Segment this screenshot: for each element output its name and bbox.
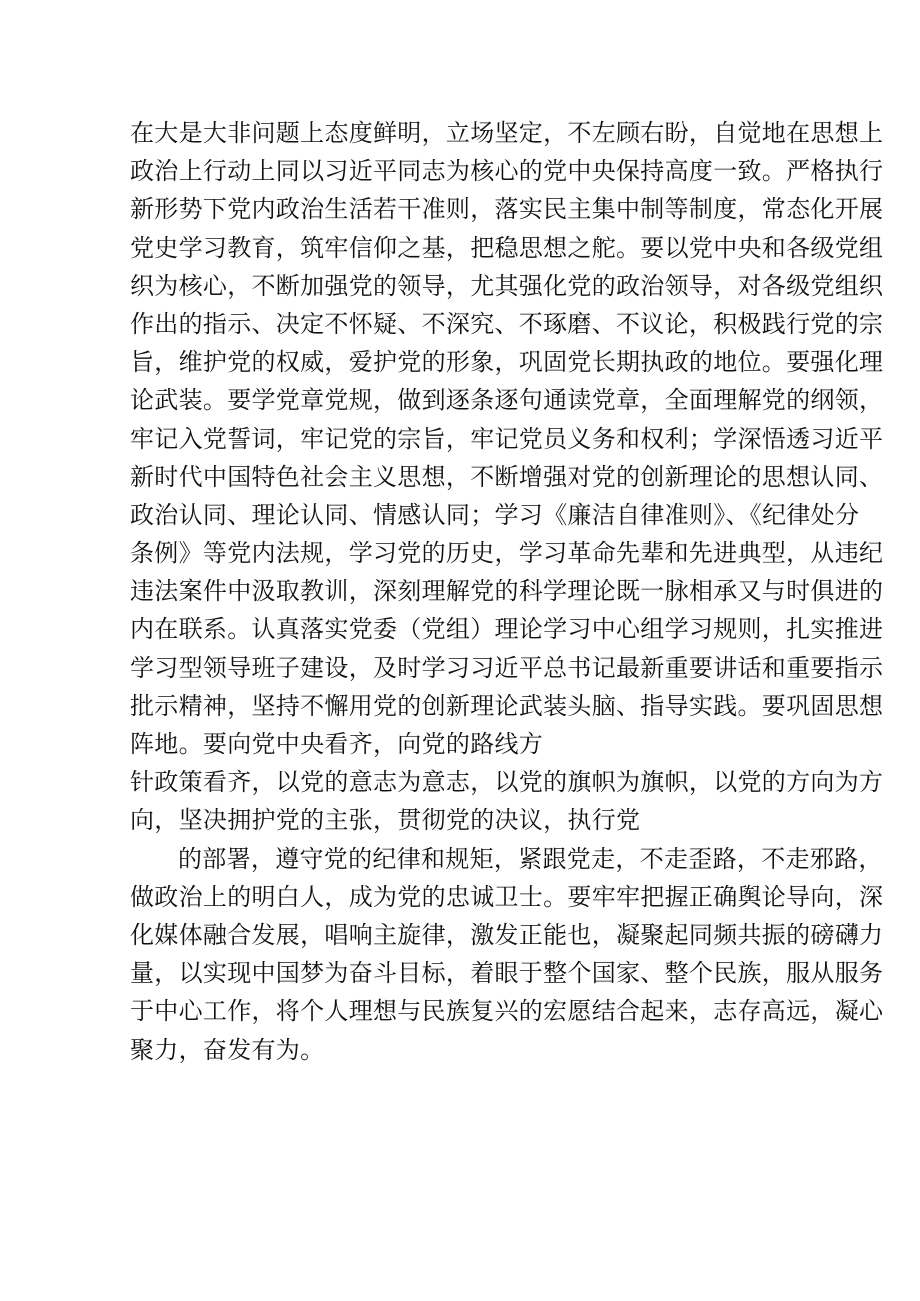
text-line: 针政策看齐，以党的意志为意志，以党的旗帜为旗帜，以党的方向为方 bbox=[130, 768, 884, 797]
text-line: 牢记入党誓词，牢记党的宗旨，牢记党员义务和权利；学深悟透习近平 bbox=[130, 424, 884, 453]
document-body bbox=[130, 114, 884, 1069]
text-line: 新时代中国特色社会主义思想，不断增强对党的创新理论的思想认同、 bbox=[130, 462, 884, 491]
text-line: 新形势下党内政治生活若干准则，落实民主集中制等制度，常态化开展 bbox=[130, 195, 884, 224]
text-line: 政治认同、理论认同、情感认同；学习《廉洁自律准则》、《纪律处分 bbox=[130, 500, 860, 529]
text-line: 量，以实现中国梦为奋斗目标，着眼于整个国家、整个民族，服从服务 bbox=[130, 959, 884, 988]
text-line: 于中心工作，将个人理想与民族复兴的宏愿结合起来，志存高远，凝心 bbox=[130, 997, 884, 1026]
text-line: 化媒体融合发展，唱响主旋律，激发正能也，凝聚起同频共振的磅礴力 bbox=[130, 920, 884, 949]
text-line: 向，坚决拥护党的主张，贯彻党的决议，执行党 bbox=[130, 806, 641, 835]
text-line: 聚力，奋发有为。 bbox=[130, 1035, 325, 1064]
text-line: 学习型领导班子建设，及时学习习近平总书记最新重要讲话和重要指示 bbox=[130, 653, 884, 682]
text-line: 论武装。要学党章党规，做到逐条逐句通读党章，全面理解党的纲领， bbox=[130, 386, 884, 415]
text-line: 做政治上的明白人，成为党的忠诚卫士。要牢牢把握正确舆论导向，深 bbox=[130, 882, 884, 911]
text-line: 旨，维护党的权威，爱护党的形象，巩固党长期执政的地位。要强化理 bbox=[130, 348, 884, 377]
text-line-indented: 的部署，遵守党的纪律和规矩，紧跟党走，不走歪路，不走邪路， bbox=[178, 844, 883, 873]
text-line: 党史学习教育，筑牢信仰之基，把稳思想之舵。要以党中央和各级党组 bbox=[130, 233, 884, 262]
text-line: 作出的指示、决定不怀疑、不深究、不琢磨、不议论，积极践行党的宗 bbox=[130, 309, 884, 338]
text-line: 内在联系。认真落实党委（党组）理论学习中心组学习规则，扎实推进 bbox=[130, 615, 884, 644]
text-line: 政治上行动上同以习近平同志为核心的党中央保持高度一致。严格执行 bbox=[130, 157, 884, 186]
text-line: 批示精神，坚持不懈用党的创新理论武装头脑、指导实践。要巩固思想 bbox=[130, 691, 884, 720]
text-line: 织为核心，不断加强党的领导，尤其强化党的政治领导，对各级党组织 bbox=[130, 271, 884, 300]
text-line: 阵地。要向党中央看齐，向党的路线方 bbox=[130, 730, 544, 758]
text-line: 条例》等党内法规，学习党的历史，学习革命先辈和先进典型，从违纪 bbox=[130, 539, 884, 568]
text-line: 在大是大非问题上态度鲜明，立场坚定，不左顾右盼，自觉地在思想上 bbox=[130, 119, 884, 147]
text-line: 违法案件中汲取教训，深刻理解党的科学理论既一脉相承又与时俱进的 bbox=[130, 577, 884, 606]
